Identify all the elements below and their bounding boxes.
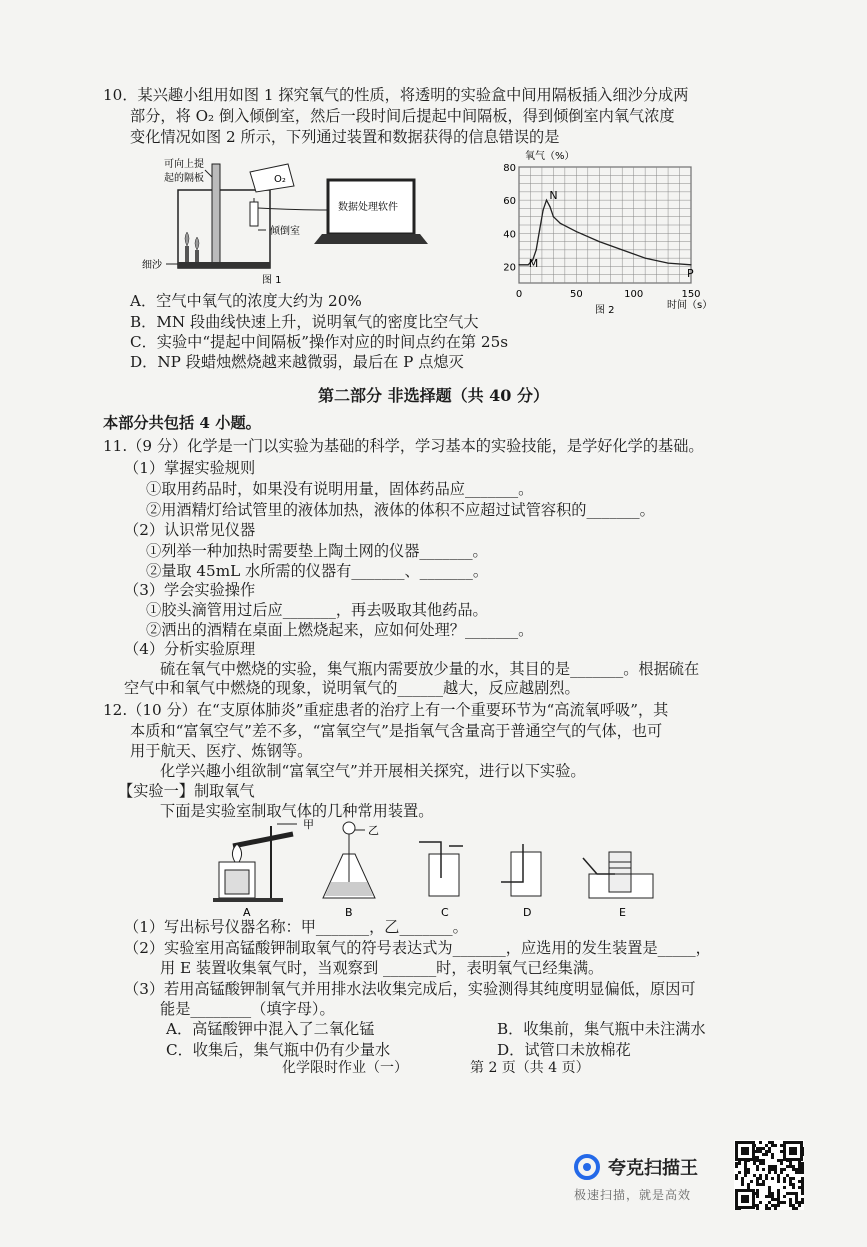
q11-part3-title: （3）学会实验操作	[124, 581, 256, 599]
label-d: D	[523, 906, 532, 919]
apparatus-d	[501, 844, 541, 896]
annotation-p: P	[687, 267, 694, 281]
watermark-slogan: 极速扫描，就是高效	[574, 1188, 692, 1202]
o2-label: O₂	[274, 174, 286, 185]
q12-part2-line2: 用 E 装置收集氧气时，当观察到 _______时，表明氧气已经集满。	[160, 959, 604, 977]
q10-line-2: 部分，将 O₂ 倒入倾倒室，然后一段时间后提起中间隔板，得到倾倒室内氧气浓度	[130, 107, 675, 125]
q12-option-c: C．收集后，集气瓶中仍有少量水	[166, 1041, 391, 1059]
q11-part2-item1: ①列举一种加热时需要垫上陶土网的仪器_______。	[146, 542, 488, 560]
x-tick-label: 50	[569, 289, 583, 300]
q11-part2-item2: ②量取 45mL 水所需的仪器有_______、_______。	[146, 562, 489, 580]
o2-bottle	[250, 164, 294, 192]
q12-line-2: 本质和“富氧空气”差不多，“富氧空气”是指氧气含量高于普通空气的气体，也可	[130, 722, 663, 740]
data-point	[549, 206, 550, 207]
oxygen-curve	[519, 200, 691, 265]
q11-part4-line2: 空气中和氧气中燃烧的现象，说明氧气的______越大，反应越剧烈。	[124, 679, 580, 697]
x-tick-label: 150	[681, 289, 701, 300]
x-tick-label: 100	[624, 289, 644, 300]
q12-experiment-1: 【实验一】制取氧气	[118, 782, 255, 800]
label-b: B	[345, 906, 353, 919]
apparatus-c	[419, 842, 463, 896]
figure-2-chart	[495, 143, 725, 318]
scanner-watermark	[574, 1150, 734, 1214]
data-point	[690, 264, 691, 265]
sand-layer	[178, 262, 270, 268]
footer-page: 第 2 页（共 4 页）	[470, 1060, 590, 1076]
q12-line-1: 12.（10 分）在“支原体肺炎”重症患者的治疗上有一个重要环节为“高流氧呼吸”，其	[103, 701, 669, 719]
chart-grid	[519, 167, 691, 283]
y-tick-label: 80	[503, 163, 516, 174]
y-tick-label: 40	[503, 229, 516, 241]
data-point	[539, 229, 540, 230]
sand-label: 细沙	[142, 260, 162, 271]
q11-part2-title: （2）认识常见仪器	[124, 521, 256, 539]
q12-option-b: B．收集前，集气瓶中未注满水	[497, 1020, 706, 1038]
data-point	[536, 249, 537, 250]
q12-option-a: A．高锰酸钾中混入了二氧化锰	[166, 1020, 375, 1038]
q10-option-b: B．MN 段曲线快速上升，说明氧气的密度比空气大	[130, 313, 479, 331]
apparatus-e	[583, 852, 653, 898]
q11-part3-item1: ①胶头滴管用过后应_______，再去吸取其他药品。	[146, 601, 488, 619]
q12-option-d: D．试管口未放棉花	[497, 1041, 631, 1059]
q11-part4-title: （4）分析实验原理	[124, 640, 256, 658]
q12-part2: （2）实验室用高锰酸钾制取氧气的符号表达式为_______，应选用的发生装置是_____，	[124, 939, 711, 957]
candle-flame-icon-2	[195, 237, 199, 250]
software-label: 数据处理软件	[338, 202, 398, 213]
q10-option-c: C．实验中“提起中间隔板”操作对应的时间点约在第 25s	[130, 333, 509, 351]
footer-title: 化学限时作业（一）	[282, 1060, 408, 1076]
q12-line-3: 用于航天、医疗、炼钢等。	[130, 742, 313, 760]
chamber-label: 倾倒室	[270, 226, 300, 237]
data-point	[667, 263, 668, 264]
oxygen-sensor	[250, 202, 258, 226]
q10-line-1: 10．某兴趣小组用如图 1 探究氧气的性质，将透明的实验盒中间用隔板插入细沙分成两	[103, 86, 689, 104]
watermark-brand: 夸克扫描王	[608, 1158, 698, 1179]
q12-part3-line2: 能是________（填字母）。	[160, 1000, 335, 1018]
partition-label-1: 可向上提	[164, 159, 204, 170]
x-tick-label: 0	[515, 289, 523, 300]
y-tick-label: 20	[503, 262, 516, 274]
figure-1	[138, 150, 438, 290]
data-point	[645, 258, 646, 259]
q11-part1-item1: ①取用药品时，如果没有说明用量，固体药品应_______。	[146, 480, 534, 498]
data-point	[599, 241, 600, 242]
data-point	[553, 216, 554, 217]
q11-part1-title: （1）掌握实验规则	[124, 459, 256, 477]
quark-logo-icon	[574, 1154, 600, 1180]
data-point	[546, 200, 547, 201]
annotation-m: M	[528, 257, 539, 271]
q11-part1-item2: ②用酒精灯给试管里的液体加热，液体的体积不应超过试管容积的_______。	[146, 501, 655, 519]
candle-flame-icon	[185, 232, 189, 246]
annotation-n: N	[549, 189, 558, 203]
chart-caption: 图 2	[595, 305, 615, 316]
q11-part4-line1: 硫在氧气中燃烧的实验，集气瓶内需要放少量的水，其目的是_______。根据硫在	[160, 660, 700, 678]
q12-line-4: 化学兴趣小组欲制“富氧空气”并开展相关探究，进行以下实验。	[160, 762, 586, 780]
data-point	[542, 209, 543, 210]
partition-label-2: 起的隔板	[164, 173, 204, 184]
label-c: C	[441, 906, 449, 919]
label-e: E	[619, 906, 626, 919]
data-point	[518, 264, 519, 265]
q12-line-6: 下面是实验室制取气体的几种常用装置。	[160, 802, 434, 820]
sensor-cable	[258, 208, 328, 210]
q10-option-a: A．空气中氧气的浓度大约为 20%	[130, 292, 362, 310]
q10-line-3: 变化情况如图 2 所示，下列通过装置和数据获得的信息错误的是	[130, 128, 560, 146]
data-point	[576, 231, 577, 232]
q10-option-d: D．NP 段蜡烛燃烧越来越微弱，最后在 P 点熄灭	[130, 353, 464, 371]
chart-xlabel: 时间（s）	[667, 300, 713, 311]
label-yi: 乙	[368, 824, 379, 837]
section-2-title: 第二部分 非选择题（共 40 分）	[318, 386, 549, 405]
figure-1-caption: 图 1	[262, 275, 282, 286]
label-jia: 甲	[303, 818, 314, 831]
q11-part3-item2: ②洒出的酒精在桌面上燃烧起来，应如何处理？_______。	[146, 621, 534, 639]
data-point	[560, 223, 561, 224]
chart-points	[518, 200, 691, 266]
laptop-base	[314, 234, 428, 244]
partition-board	[212, 164, 220, 268]
q12-part1: （1）写出标号仪器名称：甲_______，乙_______。	[124, 918, 468, 936]
apparatus-a	[213, 824, 297, 902]
q12-part3: （3）若用高锰酸钾制氧气并用排水法收集完成后，实验测得其纯度明显偏低，原因可	[124, 980, 696, 998]
apparatus-figure	[205, 818, 675, 920]
q11-stem: 11.（9 分）化学是一门以实验为基础的科学，学习基本的实验技能，是学好化学的基础。	[103, 437, 704, 455]
section-2-intro: 本部分共包括 4 小题。	[103, 414, 261, 432]
chart-ylabel: 氧气（%）	[525, 151, 575, 162]
qr-code-icon	[734, 1140, 804, 1210]
data-point	[622, 249, 623, 250]
y-tick-label: 60	[503, 196, 516, 208]
label-a: A	[243, 906, 251, 919]
